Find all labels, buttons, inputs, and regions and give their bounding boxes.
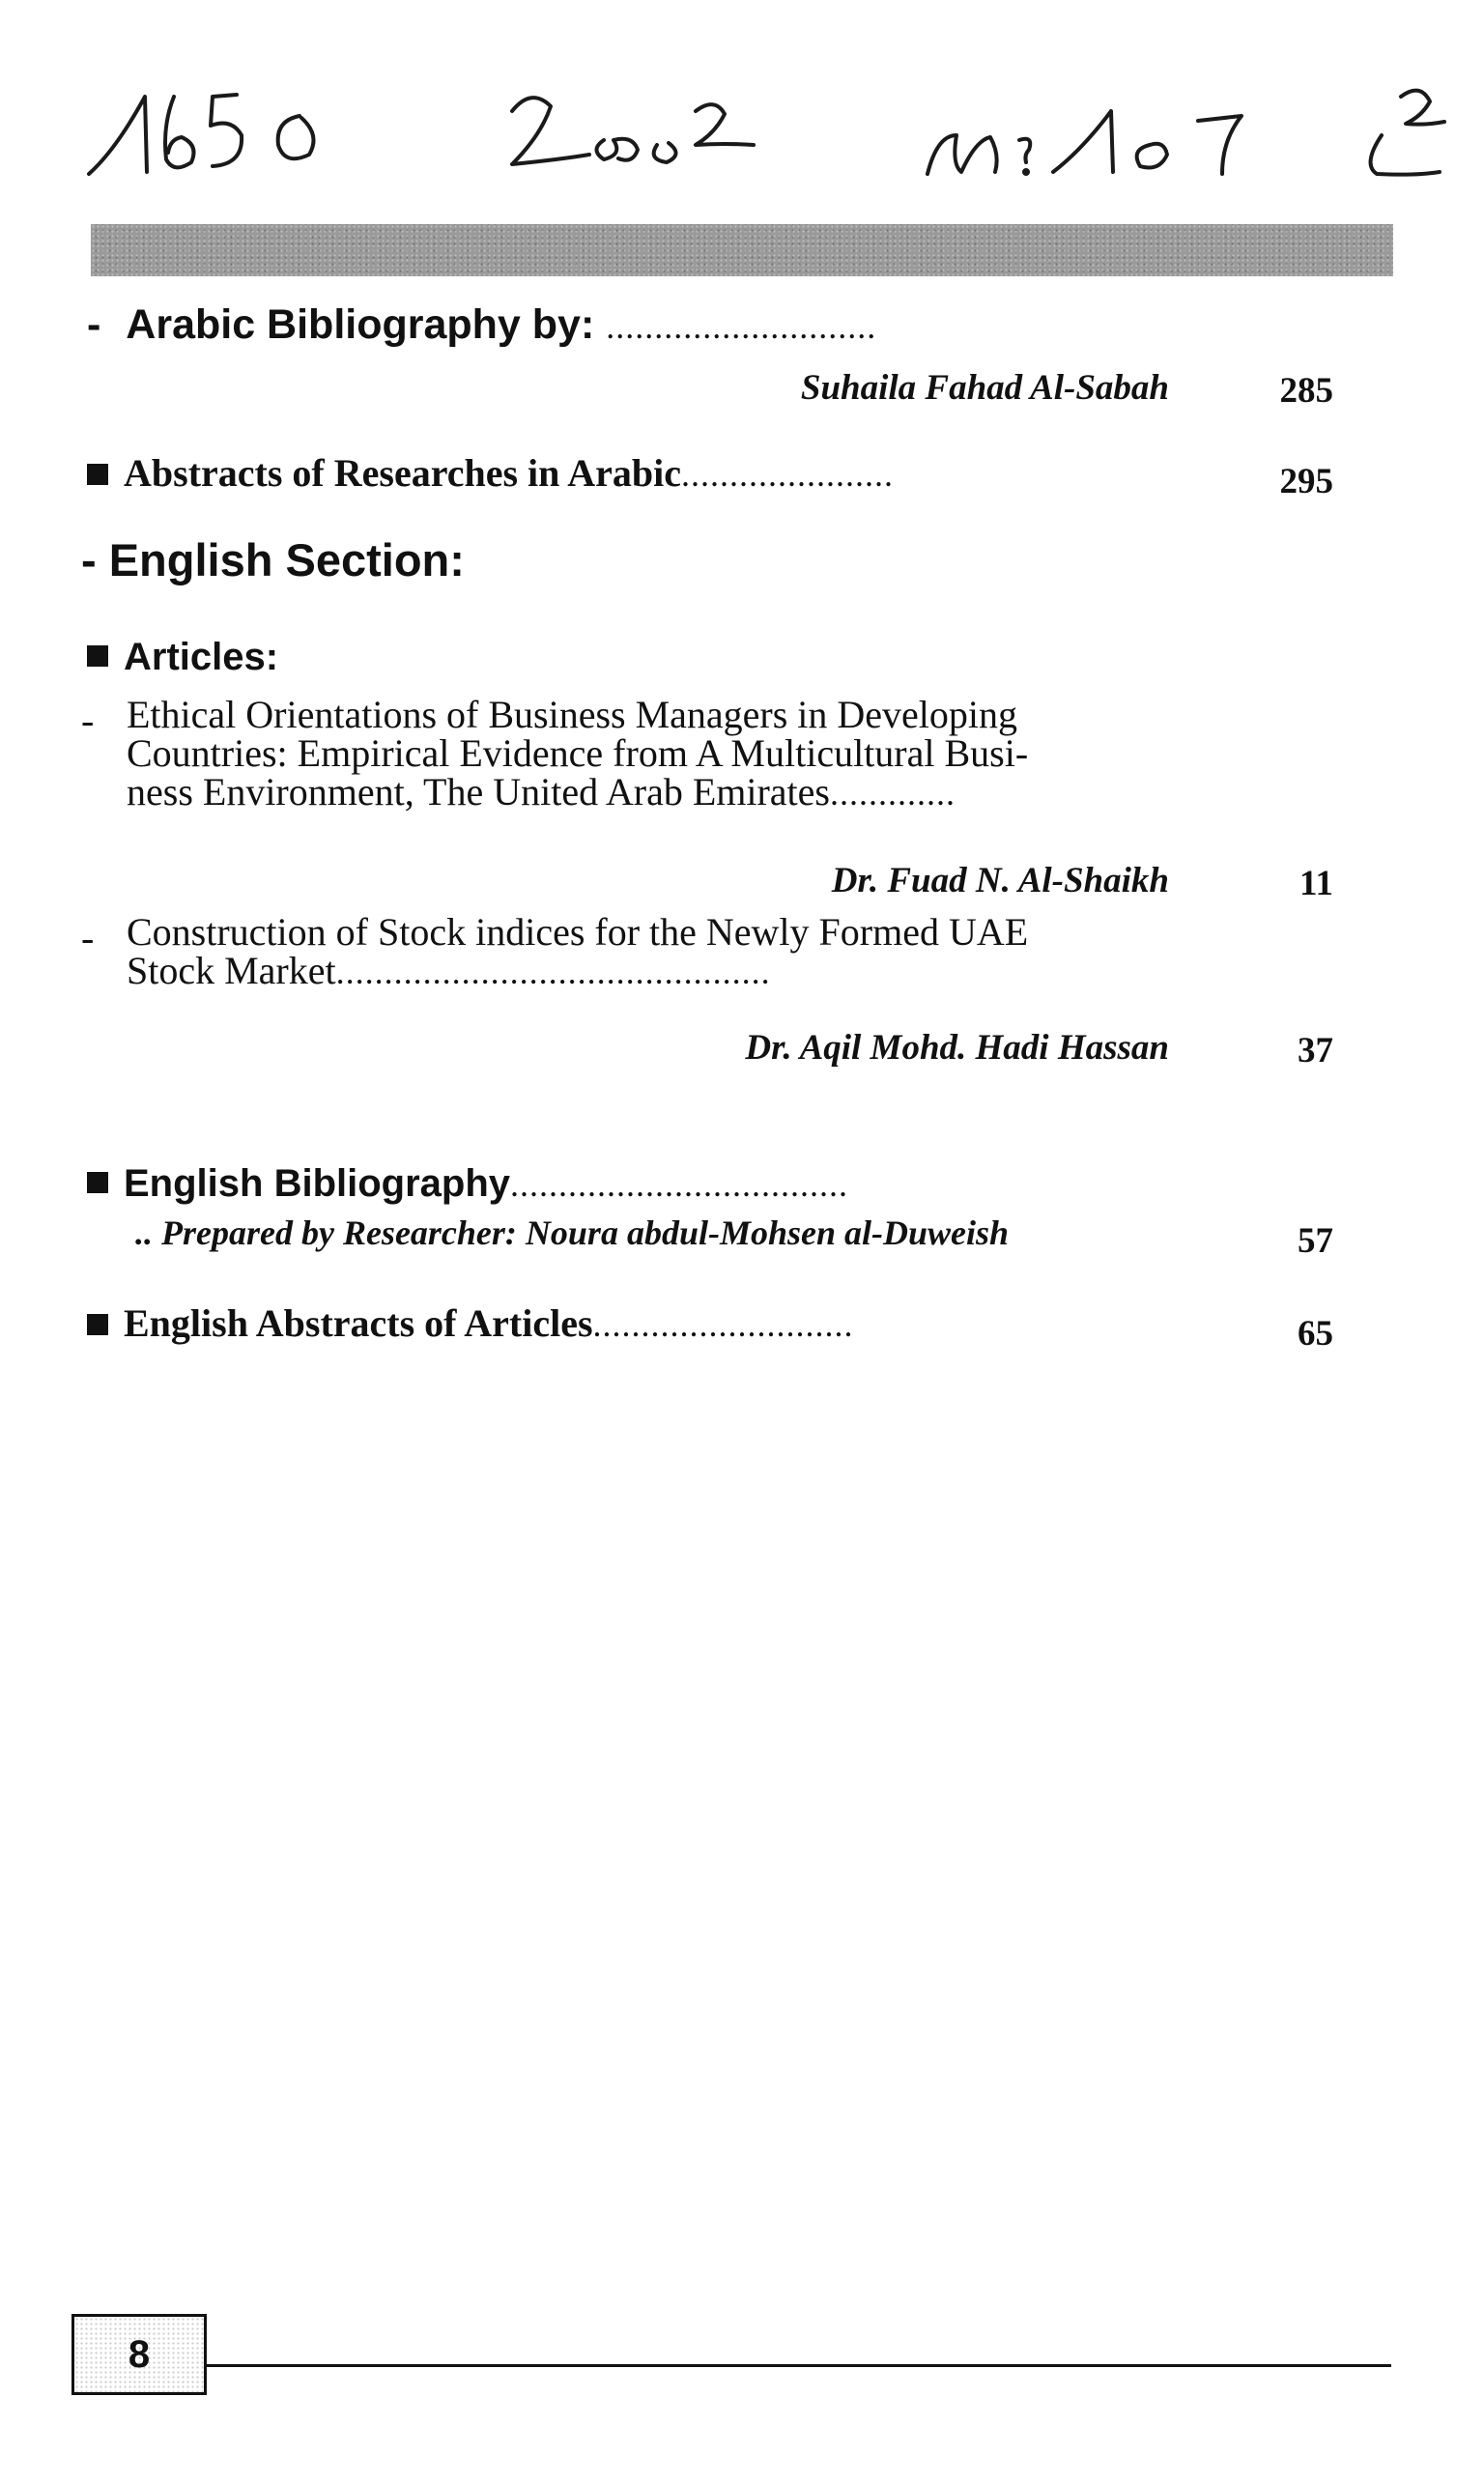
square-bullet-icon (87, 1314, 108, 1335)
footer-rule (207, 2364, 1391, 2367)
entry-bullet: - (87, 301, 101, 348)
square-bullet-icon (87, 645, 108, 667)
article-1-line (127, 770, 1170, 813)
article-1-line (127, 693, 1170, 736)
article-2-line (127, 949, 1170, 992)
page-number: 65 (1298, 1314, 1333, 1354)
article-2-line: Construction of Stock indices for the Newly Formed UAE (127, 910, 1029, 954)
article-2-title (127, 910, 1170, 992)
articles-heading-label: Articles: (124, 636, 279, 678)
page-number: 57 (1298, 1221, 1333, 1261)
article-1-author: Dr. Fuad N. Al-Shaikh (831, 861, 1169, 900)
handwritten-note (77, 58, 1449, 193)
article-2-bullet: - (81, 916, 95, 959)
leader-dots: ................................... (510, 1165, 849, 1204)
entry-title: Abstracts of Researches in Arabic (124, 451, 681, 495)
english-bibliography-entry (87, 1164, 848, 1203)
article-1-title (127, 693, 1170, 813)
entry-title: English Abstracts of Articles (124, 1301, 593, 1345)
article-2-author: Dr. Aqil Mohd. Hadi Hassan (745, 1028, 1169, 1068)
leader-dots: ...................... (680, 455, 894, 494)
leader-dots: ............................................. (335, 953, 771, 991)
arabic-bibliography-author: Suhaila Fahad Al-Sabah (800, 368, 1169, 408)
page-number: 11 (1299, 864, 1333, 903)
entry-title: Arabic Bibliography by: (126, 301, 595, 348)
leader-dots: ............. (830, 774, 956, 813)
page-number: 295 (1279, 462, 1333, 501)
article-1-bullet: - (81, 699, 95, 742)
square-bullet-icon (87, 1172, 108, 1193)
square-bullet-icon (87, 464, 108, 485)
leader-dots: ........................... (592, 1305, 854, 1344)
page-number: 37 (1298, 1031, 1333, 1070)
english-section-heading: - English Section: (81, 534, 465, 585)
title-line-text: ness Environment, The United Arab Emirates (127, 770, 830, 813)
articles-heading (87, 638, 278, 676)
footer-page-number: 8 (128, 2332, 151, 2376)
article-1-line: Countries: Empirical Evidence from A Multicultural Busi- (127, 731, 1029, 775)
footer-page-box (71, 2314, 207, 2395)
entry-title: English Bibliography (124, 1162, 511, 1205)
english-bibliography-prepared-by: .. Prepared by Researcher: Noura abdul-Mohsen al-Duweish (135, 1213, 1010, 1252)
abstracts-arabic-entry (87, 451, 894, 495)
english-abstracts-entry (87, 1301, 854, 1345)
arabic-bibliography-entry (87, 301, 877, 348)
title-line-text: Stock Market (127, 949, 336, 992)
leader-dots: ............................ (606, 307, 877, 346)
title-line-text: Ethical Orientations of Business Managers in Developing (127, 693, 1018, 736)
page-number: 285 (1279, 371, 1333, 411)
header-band (91, 224, 1393, 276)
